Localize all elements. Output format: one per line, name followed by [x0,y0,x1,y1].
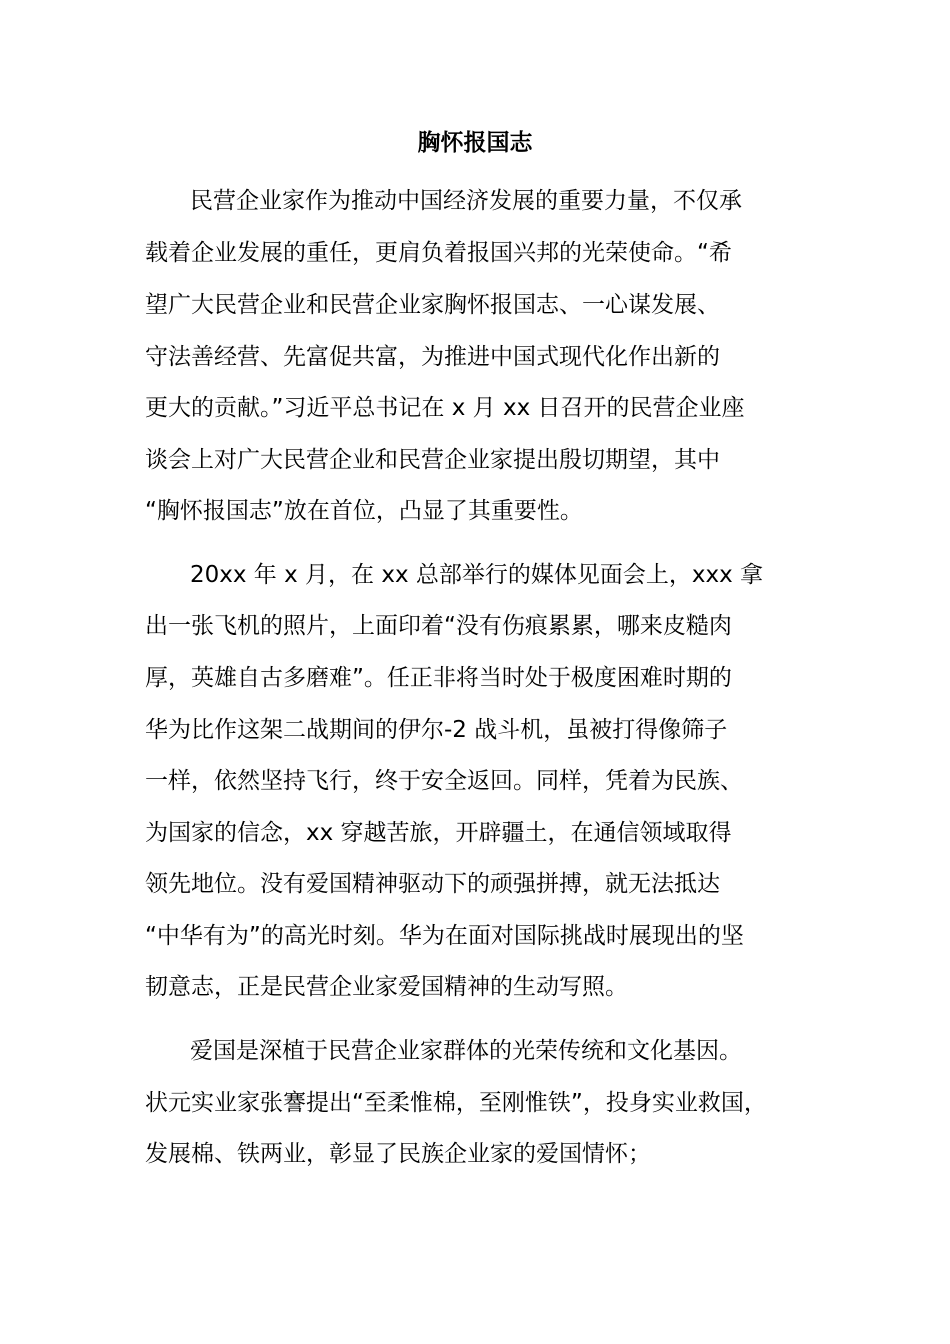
paragraph-2-line-6: 为国家的信念，xx 穿越苦旅，开辟疆土，在通信领域取得 [145,820,732,846]
paragraph-1-line-6: 谈会上对广大民营企业和民营企业家提出殷切期望，其中 [145,447,720,473]
paragraph-1-line-4: 守法善经营、先富促共富，为推进中国式现代化作出新的 [145,344,720,370]
paragraph-2-line-4: 华为比作这架二战期间的伊尔-2 战斗机，虽被打得像筛子 [145,717,728,743]
paragraph-2-line-9: 韧意志，正是民营企业家爱国精神的生动写照。 [145,974,628,1000]
paragraph-1-line-5: 更大的贡献。”习近平总书记在 x 月 xx 日召开的民营企业座 [145,395,745,421]
paragraph-2-line-7: 领先地位。没有爱国精神驱动下的顽强拼搏，就无法抵达 [145,871,720,897]
paragraph-1-line-3: 望广大民营企业和民营企业家胸怀报国志、一心谋发展、 [145,292,720,318]
paragraph-3-line-2: 状元实业家张謇提出“至柔惟棉，至刚惟铁”，投身实业救国， [145,1090,767,1116]
paragraph-1-line-2: 载着企业发展的重任，更肩负着报国兴邦的光荣使命。“希 [145,240,732,266]
paragraph-3-line-1: 爱国是深植于民营企业家群体的光荣传统和文化基因。 [190,1038,742,1064]
paragraph-1-line-1: 民营企业家作为推动中国经济发展的重要力量，不仅承 [190,188,742,214]
paragraph-2-line-3: 厚，英雄自古多磨难”。任正非将当时处于极度困难时期的 [145,665,732,691]
paragraph-3-line-3: 发展棉、铁两业，彰显了民族企业家的爱国情怀； [145,1141,651,1167]
paragraph-2-line-5: 一样，依然坚持飞行，终于安全返回。同样，凭着为民族、 [145,768,743,794]
paragraph-2-line-2: 出一张飞机的照片，上面印着“没有伤痕累累，哪来皮糙肉 [145,613,732,639]
page-title: 胸怀报国志 [417,130,533,156]
paragraph-2-line-8: “中华有为”的高光时刻。华为在面对国际挑战时展现出的坚 [145,923,744,949]
paragraph-2-line-1: 20xx 年 x 月，在 xx 总部举行的媒体见面会上，xxx 拿 [190,562,764,588]
paragraph-1-line-7: “胸怀报国志”放在首位，凸显了其重要性。 [145,498,583,524]
